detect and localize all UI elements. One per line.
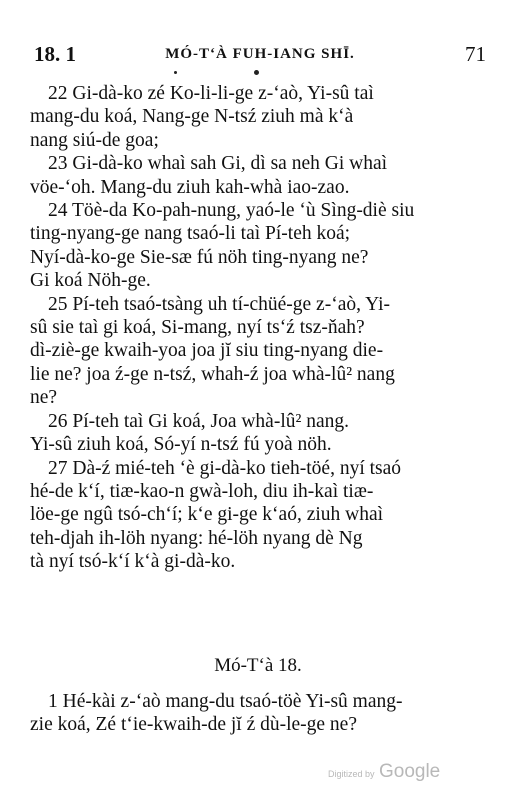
verse-line: mang-du koá, Nang-ge N-tsź ziuh mà k‘à xyxy=(30,106,354,128)
verse-line: 22 Gi-dà-ko zé Ko-li-li-ge z-‘aò, Yi-sû taì xyxy=(48,83,374,104)
verse-line: ne? xyxy=(30,387,58,409)
chapter-heading: Mó-T‘à 18. xyxy=(214,655,302,676)
verse-line: 27 Dà-ź mié-teh ‘è gi-dà-ko tieh-töé, nyí tsaó xyxy=(48,457,402,479)
verse-line: hé-de k‘í, tiæ-kao-n gwà-loh, diu ih-kaì tiæ- xyxy=(30,480,374,502)
verse xyxy=(30,293,476,410)
ornament-dot xyxy=(174,71,177,74)
header-ornament xyxy=(170,67,270,79)
verse-line: Yi-sû ziuh koá, Só-yí n-tsź fú yoà nöh. xyxy=(30,434,332,456)
verse-line: Nyí-dà-ko-ge Sie-sæ fú nöh ting-nyang ne? xyxy=(30,246,369,268)
page-number: 71 xyxy=(465,42,486,66)
watermark-prefix: Digitized by xyxy=(328,769,375,779)
digitized-watermark xyxy=(328,761,440,783)
verse-line: 1 Hé-kài z-‘aò mang-du tsaó-töè Yi-sû mang- xyxy=(48,691,403,712)
verse-line: dì-ziè-ge kwaih-yoa joa jĭ siu ting-nyang die- xyxy=(30,340,384,362)
verse-line: löe-ge ngû tsó-ch‘í; k‘e gi-ge k‘aó, ziuh whaì xyxy=(30,504,384,526)
verse-line: 24 Töè-da Ko-pah-nung, yaó-le ‘ù Sìng-diè siu xyxy=(48,200,415,222)
verse-line: 25 Pí-teh tsaó-tsàng uh tí-chüé-ge z-‘aò, Yi- xyxy=(48,293,391,315)
verse-line: 23 Gi-dà-ko whaì sah Gi, dì sa neh Gi whaì xyxy=(48,153,388,175)
verse-line: tà nyí tsó-k‘í k‘à gi-dà-ko. xyxy=(30,551,236,573)
verse-line: Gi koá Nöh-ge. xyxy=(30,270,151,292)
verse-line: nang siú-de goa; xyxy=(30,129,159,151)
verse-line: zie koá, Zé t‘ie-kwaih-de jĭ ź dù-le-ge ne? xyxy=(30,714,357,736)
verse xyxy=(30,457,476,574)
verse-block-bottom xyxy=(30,690,476,737)
verse xyxy=(30,152,476,199)
watermark-brand: Google xyxy=(378,761,441,782)
verse-line: vöe-‘oh. Mang-du ziuh kah-whà iao-zao. xyxy=(30,176,350,198)
verse-line: 26 Pí-teh taì Gi koá, Joa whà-lû² nang. xyxy=(48,410,349,432)
chapter-reference: 18. 1 xyxy=(34,42,76,66)
verse-line: sû sie taì gi koá, Si-mang, nyí ts‘ź tsz-ňah? xyxy=(30,317,365,339)
verse xyxy=(30,82,476,152)
verse xyxy=(30,690,476,737)
verse-line: ting-nyang-ge nang tsaó-li taì Pí-teh koá; xyxy=(30,223,351,245)
page-header xyxy=(34,42,486,68)
verse-block-top xyxy=(30,82,476,574)
verse xyxy=(30,410,476,457)
verse xyxy=(30,199,476,293)
verse-line: teh-djah ih-löh nyang: hé-löh nyang dè Ng xyxy=(30,527,363,549)
running-title: MÓ-T‘À FUH-IANG SHĪ. xyxy=(165,46,355,62)
verse-line: lie ne? joa ź-ge n-tsź, whah-ź joa whà-lû² nang xyxy=(30,363,395,385)
ornament-dot xyxy=(254,70,259,75)
